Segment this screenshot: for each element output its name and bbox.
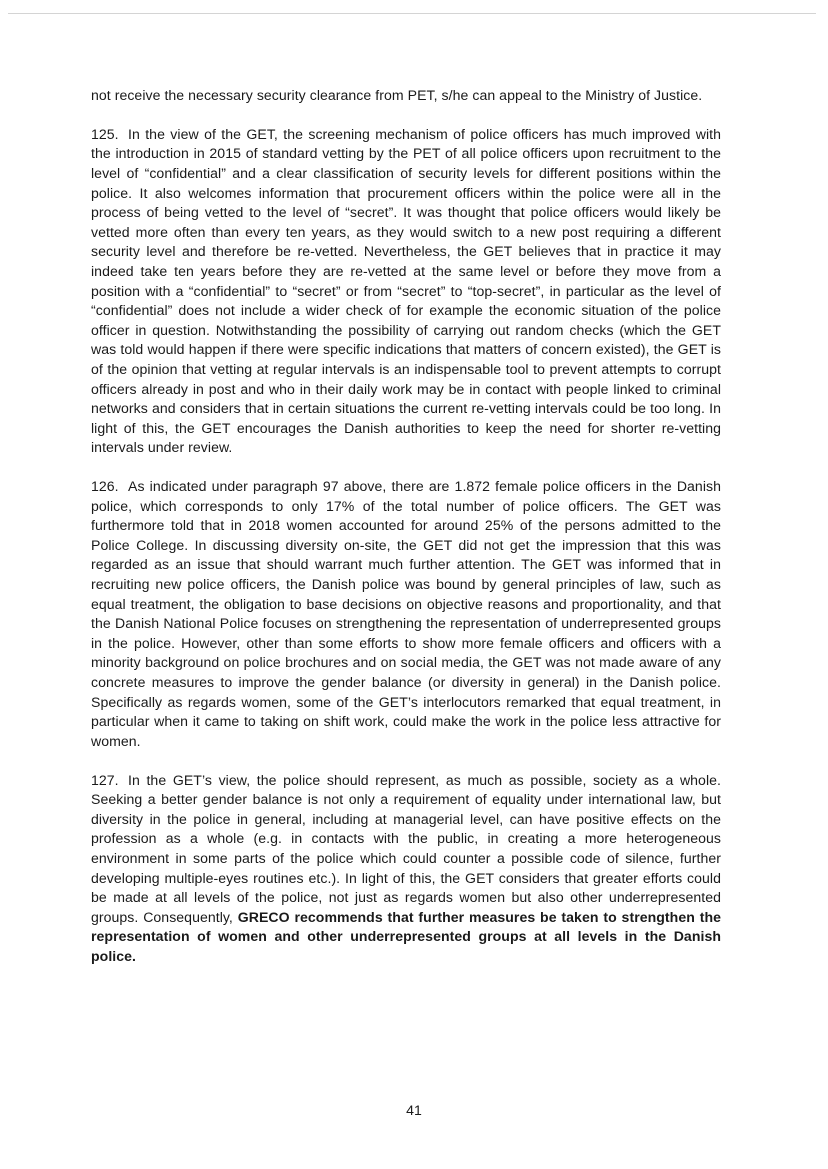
paragraph-text: As indicated under paragraph 97 above, there are 1.872 female police officers in the Danish police, which corresponds to only 17% of the total number of police officers. The GET was furthermore told that in 2018 women accounted for around 25% of the persons admitted to the Police College. In discussing diversity on-site, the GET did not get the impression that this was regarded as an issue that should warrant much further attention. The GET was informed that in recruiting new police officers, the Danish police was bound by general principles of law, such as equal treatment, the obligation to base decisions on objective reasons and proportionality, and that the Danish National Police focuses on strengthening the representation of underrepresented groups in the police. However, other than some efforts to show more female officers and officers with a minority background on police brochures and on social media, the GET was not made aware of any concrete measures to improve the gender balance (or diversity in general) in the Danish police. Specifically as regards women, some of the GET’s interlocutors remarked that equal treatment, in particular when it came to taking on shift work, could make the work in the police less attractive for women. xyxy=(91,478,721,749)
paragraph-text: not receive the necessary security clearance from PET, s/he can appeal to the Ministry of Justice. xyxy=(91,87,703,103)
recommendation-text: GRECO recommends that further measures be taken to strengthen the representation of women and other underrepresented groups at all levels in the Danish police. xyxy=(91,908,722,964)
paragraph-continuation xyxy=(91,86,721,106)
paragraph-text: In the view of the GET, the screening mechanism of police officers has much improved with the introduction in 2015 of standard vetting by the PET of all police officers upon recruitment to the level of “confidential” and a clear classification of security levels for different positions within the police. It also welcomes information that procurement officers within the police were all in the process of being vetted to the level of “secret”. It was thought that police officers would likely be vetted more often than every ten years, as they would switch to a new post requiring a different security level and therefore be re-vetted. Nevertheless, the GET believes that in practice it may indeed take ten years before they are re-vetted at the same level or before they move from a position with a “confidential” to “secret” or from “secret” to “top-secret”, in particular as the level of “confidential” does not include a wider check of for example the economic situation of the police officer in question. Notwithstanding the possibility of carrying out random checks (which the GET was told would happen if there were specific indications that matters of concern existed), the GET is of the opinion that vetting at regular intervals is an indispensable tool to prevent attempts to corrupt officers already in post and who in their daily work may be in contact with people linked to criminal networks and considers that in certain situations the current re-vetting intervals could be too long. In light of this, the GET encourages the Danish authorities to keep the need for shorter re-vetting intervals under review. xyxy=(91,125,721,456)
header-rule xyxy=(8,13,816,14)
paragraph-number: 126. xyxy=(91,478,119,495)
page-number: 41 xyxy=(406,1102,422,1118)
paragraph-number: 127. xyxy=(91,771,119,788)
paragraph-127 xyxy=(91,771,721,967)
paragraph-text: In the GET’s view, the police should represent, as much as possible, society as a whole. Seeking a better gender balance is not only a requirement of equality under international law, but diversity in the police in general, including at managerial level, can have positive effects on the profession as a whole (e.g. in contacts with the public, in creating a more heterogeneous environment in some parts of the police which could counter a possible code of silence, further developing multiple-eyes routines etc.). In light of this, the GET considers that greater efforts could be made at all levels of the police, not just as regards women but also other underrepresented groups. Consequently, xyxy=(91,771,721,925)
paragraph-125 xyxy=(91,125,721,458)
document-body xyxy=(91,86,721,986)
paragraph-126 xyxy=(91,477,721,751)
paragraph-number: 125. xyxy=(91,125,119,142)
